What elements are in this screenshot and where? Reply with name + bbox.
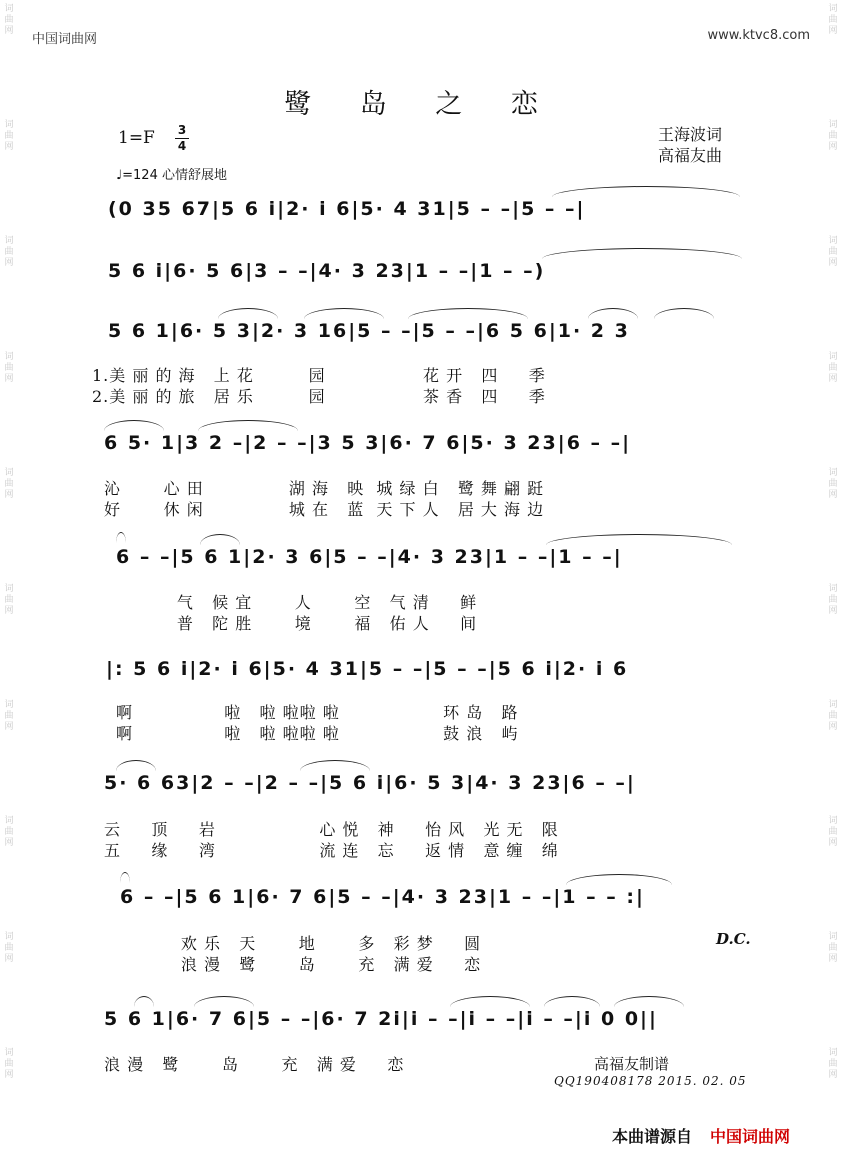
tie-mark <box>552 186 740 197</box>
lyric-line: 云 顶 岩 心 悦 神 怡 风 光 无 限 <box>104 820 559 839</box>
score-system <box>106 658 738 704</box>
lyric-line: 五 缘 湾 流 连 忘 返 情 意 缠 绵 <box>104 841 559 860</box>
site-url-right[interactable]: www.ktvc8.com <box>707 28 810 43</box>
score-system <box>104 772 738 818</box>
notation-line: (0 35 67|5 6 i|2· i 6|5· 4 31|5 – –|5 – –| <box>108 198 586 220</box>
score-system <box>104 432 738 478</box>
watermark-right: 词 曲 网 <box>828 584 838 616</box>
tie-mark <box>194 996 254 1007</box>
watermark-left: 词 曲 网 <box>4 932 14 964</box>
source-credit <box>612 1124 790 1147</box>
notation-line: 5 6 i|6· 5 6|3 – –|4· 3 23|1 – –|1 – –) <box>108 260 546 282</box>
tie-mark <box>134 996 154 1007</box>
lyric-line: 好 休 闲 城 在 蓝 天 下 人 居 大 海 边 <box>104 500 545 519</box>
notation-line: 6 5· 1|3 2 –|2 – –|3 5 3|6· 7 6|5· 3 23|6 – –| <box>104 432 632 454</box>
notation-line: 5· 6 63|2 – –|2 – –|5 6 i|6· 5 3|4· 3 23|6 – –| <box>104 772 636 794</box>
contact-date: QQ190408178 2015. 02. 05 <box>554 1074 747 1088</box>
watermark-left: 词 曲 网 <box>4 236 14 268</box>
tie-mark <box>116 760 156 771</box>
tie-mark <box>450 996 530 1007</box>
watermark-right: 词 曲 网 <box>828 4 838 36</box>
watermark-right: 词 曲 网 <box>828 236 838 268</box>
lyric-line: 啊 啦 啦 啦啦 啦 环 岛 路 <box>116 703 519 722</box>
song-title: 鹭 岛 之 恋 <box>284 89 558 120</box>
watermark-left: 词 曲 网 <box>4 816 14 848</box>
notation-line: 6 – –|5 6 1|2· 3 6|5 – –|4· 3 23|1 – –|1 – –| <box>116 546 623 568</box>
composer: 高福友曲 <box>658 146 723 165</box>
score-system <box>116 546 738 592</box>
tie-mark <box>198 420 298 431</box>
tie-mark <box>544 996 600 1007</box>
tie-mark <box>654 308 714 319</box>
lyric-line: 2.美 丽 的 旅 居 乐 园 茶 香 四 季 <box>92 387 546 406</box>
watermark-left: 词 曲 网 <box>4 468 14 500</box>
lyric-line: 浪 漫 鹭 岛 充 满 爱 恋 <box>120 955 482 974</box>
tempo-marking: ♩=124 心情舒展地 <box>116 168 227 183</box>
score-system <box>108 198 738 244</box>
tie-mark <box>218 308 278 319</box>
tie-mark <box>542 248 742 259</box>
watermark-right: 词 曲 网 <box>828 120 838 152</box>
lyric-line: 气 候 宜 人 空 气 清 鲜 <box>116 593 478 612</box>
tie-mark <box>566 874 672 885</box>
lyric-line: 啊 啦 啦 啦啦 啦 鼓 浪 屿 <box>116 724 519 743</box>
notation-line: 5 6 1|6· 5 3|2· 3 16|5 – –|5 – –|6 5 6|1· 2 3 <box>108 320 630 342</box>
tie-mark <box>116 532 126 543</box>
tie-mark <box>120 872 130 883</box>
watermark-left: 词 曲 网 <box>4 584 14 616</box>
watermark-right: 词 曲 网 <box>828 816 838 848</box>
lyricist: 王海波词 <box>658 125 723 144</box>
tie-mark <box>304 308 384 319</box>
site-name-left[interactable]: 中国词曲网 <box>32 32 98 47</box>
time-signature <box>175 124 189 153</box>
notation-line: 6 – –|5 6 1|6· 7 6|5 – –|4· 3 23|1 – –|1 – – :| <box>120 886 645 908</box>
watermark-left: 词 曲 网 <box>4 700 14 732</box>
notation-line: 5 6 1|6· 7 6|5 – –|6· 7 2i|i – –|i – –|i – –|i 0 0|| <box>104 1008 658 1030</box>
watermark-right: 词 曲 网 <box>828 468 838 500</box>
tie-mark <box>546 534 732 545</box>
score-maker: 高福友制谱 <box>594 1055 670 1073</box>
tie-mark <box>104 420 164 431</box>
lyric-line: 欢 乐 天 地 多 彩 梦 圆 <box>120 934 482 953</box>
time-signature-bottom: 4 <box>177 139 187 153</box>
notation-line: |: 5 6 i|2· i 6|5· 4 31|5 – –|5 – –|5 6 i|2· i 6 <box>106 658 629 680</box>
tie-mark <box>408 308 528 319</box>
score-system <box>108 320 738 366</box>
watermark-left: 词 曲 网 <box>4 120 14 152</box>
source-site-link[interactable]: 中国词曲网 <box>710 1127 791 1146</box>
watermark-right: 词 曲 网 <box>828 352 838 384</box>
tie-mark <box>588 308 638 319</box>
time-signature-top: 3 <box>177 123 187 137</box>
tie-mark <box>300 760 370 771</box>
tie-mark <box>200 534 240 545</box>
score-system <box>104 1008 738 1054</box>
tie-mark <box>614 996 684 1007</box>
watermark-right: 词 曲 网 <box>828 1048 838 1080</box>
watermark-left: 词 曲 网 <box>4 352 14 384</box>
lyric-line: 浪 漫 鹭 岛 充 满 爱 恋 <box>104 1055 405 1074</box>
score-system <box>108 260 738 306</box>
lyric-line: 沁 心 田 湖 海 映 城 绿 白 鹭 舞 翩 跹 <box>104 479 545 498</box>
lyric-line: 普 陀 胜 境 福 佑 人 间 <box>116 614 478 633</box>
lyric-line: 1.美 丽 的 海 上 花 园 花 开 四 季 <box>92 366 546 385</box>
dc-marking: D.C. <box>716 930 751 948</box>
watermark-right: 词 曲 网 <box>828 700 838 732</box>
watermark-left: 词 曲 网 <box>4 4 14 36</box>
source-label: 本曲谱源自 <box>612 1127 693 1146</box>
credits <box>658 124 722 166</box>
key-signature: 1=F <box>118 128 155 148</box>
watermark-left: 词 曲 网 <box>4 1048 14 1080</box>
watermark-right: 词 曲 网 <box>828 932 838 964</box>
score-system <box>120 886 738 932</box>
